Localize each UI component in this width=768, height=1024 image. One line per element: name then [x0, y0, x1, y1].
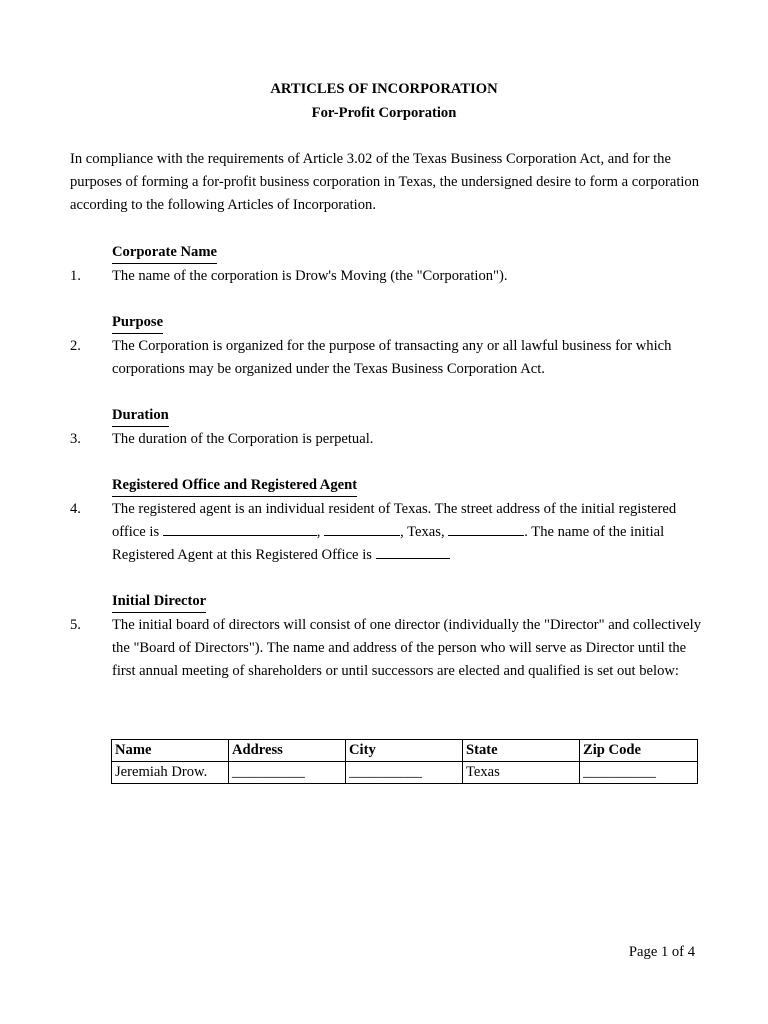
blank-city[interactable] — [324, 522, 400, 536]
section-text-part: The registered agent is an individual resident of Texas. The street address of the initial registered office is — [112, 501, 677, 541]
cell-state: Texas — [463, 762, 580, 784]
section-number-3: 3. — [70, 431, 81, 447]
section-number-5: 5. — [70, 617, 81, 633]
section-text-part: , — [316, 524, 325, 541]
section-text-part: , Texas, — [400, 524, 449, 541]
document-title: ARTICLES OF INCORPORATION — [270, 81, 498, 97]
table-header-row — [112, 740, 698, 762]
cell-city[interactable]: __________ — [346, 762, 463, 784]
section-heading-corporate-name: Corporate Name — [112, 242, 217, 264]
section-heading-duration: Duration — [112, 405, 169, 427]
section-heading-purpose: Purpose — [112, 312, 163, 334]
section-text-registered-office — [112, 498, 712, 568]
director-table — [111, 739, 698, 784]
column-header-address: Address — [229, 740, 346, 762]
section-text-part: . The name of the initial Registered Agent at this Registered Office is — [112, 524, 665, 564]
column-header-zip-code: Zip Code — [580, 740, 698, 762]
section-number-4: 4. — [70, 501, 81, 517]
intro-paragraph: In compliance with the requirements of Article 3.02 of the Texas Business Corporation Act, and for the purposes of forming a for-profit business corporation in Texas, the undersigned desire to form a corporation according to the following Articles of Incorporation. — [70, 151, 700, 214]
section-heading-initial-director: Initial Director — [112, 591, 206, 613]
blank-street-address[interactable] — [163, 522, 317, 536]
section-text-duration: The duration of the Corporation is perpetual. — [112, 431, 374, 447]
column-header-state: State — [463, 740, 580, 762]
table-row — [112, 762, 698, 784]
column-header-name: Name — [112, 740, 229, 762]
cell-address[interactable]: __________ — [229, 762, 346, 784]
cell-zip-code[interactable]: __________ — [580, 762, 698, 784]
section-text-purpose: The Corporation is organized for the purpose of transacting any or all lawful business for which corporations may be organized under the Texas Business Corporation Act. — [112, 338, 672, 378]
page-number: Page 1 of 4 — [628, 944, 695, 960]
section-text-initial-director: The initial board of directors will consist of one director (individually the "Director" and collectively the "Board of Directors"). The name and address of the person who will serve as Director until the first annual meeting of shareholders or until successors are elected and qualified is set out below: — [112, 617, 702, 680]
blank-zip[interactable] — [448, 522, 524, 536]
section-text-corporate-name: The name of the corporation is Drow's Moving (the "Corporation"). — [112, 268, 508, 284]
cell-name: Jeremiah Drow. — [112, 762, 229, 784]
section-heading-registered-office: Registered Office and Registered Agent — [112, 475, 357, 497]
section-number-1: 1. — [70, 268, 81, 284]
column-header-city: City — [346, 740, 463, 762]
document-subtitle: For-Profit Corporation — [311, 105, 457, 121]
blank-registered-agent[interactable] — [376, 545, 450, 559]
section-number-2: 2. — [70, 338, 81, 354]
